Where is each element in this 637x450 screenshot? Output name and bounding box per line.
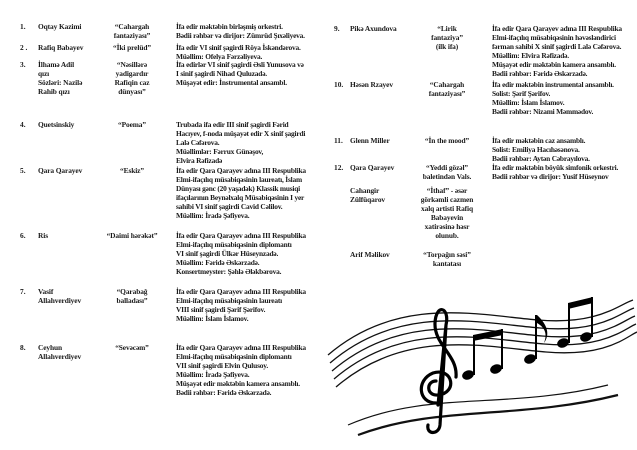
- performer-description-line: Bədii rəhbər: Fəridə Əskərzadə.: [492, 69, 588, 78]
- performer-description-line: Bədii rəhbər: Aytən Cəbrayılova.: [492, 154, 590, 163]
- performer-description-line: Müəllim: İradə Şəfiyeva.: [176, 370, 250, 379]
- piece-title-line: Babayevin: [430, 213, 464, 222]
- performer-description-line: Müəllim: Ofelya Fərzəliyeva.: [176, 52, 263, 61]
- performer-description-line: Elvira Rəfizadə: [176, 156, 223, 165]
- entry-number: 12.: [334, 163, 344, 172]
- composer-name: [38, 60, 82, 96]
- piece-title-line: “Torpağın səsi”: [423, 250, 471, 259]
- performer-description-line: İfa edir Qara Qarayev adına III Respublika: [492, 24, 622, 33]
- performer-description: [176, 43, 301, 61]
- composer-name: [38, 22, 81, 31]
- piece-title-line: balladası”: [116, 296, 148, 305]
- composer-name-line: Sözləri: Nazilə: [38, 78, 83, 87]
- composer-name-line: Arif Məlikov: [350, 250, 390, 259]
- performer-description-line: VIII sinif şagirdi Şərif Şərifov.: [176, 305, 266, 314]
- composer-name: [350, 24, 397, 33]
- piece-title-line: “Yeddi gözəl”: [425, 163, 468, 172]
- composer-name: [350, 250, 390, 259]
- performer-description-line: I sinif şagirdi Nihad Quluzadə.: [176, 69, 267, 78]
- piece-title-line: (ilk ifa): [435, 42, 459, 51]
- performer-description: [176, 120, 305, 165]
- entry-number: 4.: [20, 120, 26, 129]
- composer-name-line: Oqtay Kazimi: [38, 22, 82, 31]
- performer-description-line: Müəllim: İslam İslamov.: [176, 314, 249, 323]
- entry-number: 9.: [334, 24, 340, 33]
- piece-title-line: “Eskiz”: [120, 166, 144, 175]
- piece-title-line: “Poema”: [117, 120, 147, 129]
- piece-title-line: fantaziyası”: [113, 31, 151, 40]
- performer-description-line: Solist: Şərif Şərifov.: [492, 89, 551, 98]
- composer-name-line: Rafiq Babayev: [38, 43, 84, 52]
- performer-description-line: fərman sahibi X sinif şagirdi Lalə Cəfərova.: [492, 42, 622, 51]
- piece-title: [405, 250, 489, 268]
- performer-description-line: Müşayət edir: İnstrumental ansambl.: [176, 78, 287, 87]
- piece-title-line: kantatası: [432, 259, 462, 268]
- piece-title: [405, 24, 489, 51]
- entry-number: 1.: [20, 22, 26, 31]
- entry-number: 11.: [334, 136, 343, 145]
- piece-title-line: “Lirik: [437, 24, 457, 33]
- performer-description-line: Elmi-ifaçılıq müsabiqəsinin laureatı: [176, 296, 283, 305]
- performer-description-line: ifaçılarının Beynəlxalq Müsabiqəsinin I yer: [176, 193, 305, 202]
- composer-name-line: İlhamə Adil: [38, 60, 75, 69]
- performer-description: [176, 343, 306, 397]
- composer-name-line: Allahverdiyev: [38, 296, 82, 305]
- piece-title: [405, 186, 489, 240]
- performer-description-line: İfa edir məktəbin böyük simfonik orkestri.: [492, 163, 619, 172]
- piece-title-line: “İki prelüd”: [113, 43, 151, 52]
- entry-number: 3.: [20, 60, 26, 69]
- performer-description: [176, 231, 306, 276]
- entry-number: 2 .: [20, 43, 28, 52]
- piece-title-line: “Cahargah: [429, 80, 465, 89]
- performer-description-line: Bədii rəhbər: Nizami Məmmədov.: [492, 107, 594, 116]
- composer-name-line: Rahib qızı: [38, 87, 70, 96]
- piece-title-line: “Cahargah: [114, 22, 150, 31]
- performer-description-line: Bədii rəhbər: Fəridə Əskərzadə.: [176, 388, 272, 397]
- performer-description-line: İfa edir Qara Qarayev adına III Respublika: [176, 231, 306, 240]
- performer-description-line: Elmi-ifaçılıq müsabiqəsinin diplomantı: [176, 352, 292, 361]
- composer-name-line: Glenn Miller: [350, 136, 390, 145]
- piece-title-line: dünyası”: [118, 87, 146, 96]
- performer-description-line: Elmi-ifaçılıq müsabiqəsinin diplomantı: [176, 240, 292, 249]
- treble-clef-icon: [421, 310, 456, 433]
- performer-description-line: Dünyası gənc (20 yaşadək) Klassik musiqi: [176, 184, 301, 193]
- composer-name-line: Qara Qarayev: [38, 166, 83, 175]
- performer-description-line: VI sinif şagirdi Ülkər Hüseynzadə.: [176, 249, 279, 258]
- composer-name: [350, 163, 394, 172]
- performer-description-line: Bədii rəhbər və dirijor: Yusif Hüseynov: [492, 172, 609, 181]
- performer-description-line: Elmi-ifaçılıq müsabiqəsinin laureatı, İslam: [176, 175, 302, 184]
- composer-name-line: Həsən Rzayev: [350, 80, 393, 89]
- piece-title-line: olunub.: [435, 231, 459, 240]
- performer-description: [492, 80, 614, 116]
- piece-title-line: yadigardır: [115, 69, 149, 78]
- performer-description-line: sahibi VI sinif şagirdi Cavid Cəlilov.: [176, 202, 283, 211]
- piece-title: [405, 163, 489, 181]
- performer-description: [176, 287, 306, 323]
- composer-name-line: Pikə Axundova: [350, 24, 397, 33]
- piece-title-line: Rafiqin caz: [114, 78, 150, 87]
- performer-description-line: İfa edir VI sinif şagirdi Röya İskəndərova.: [176, 43, 301, 52]
- performer-description: [492, 163, 618, 181]
- performer-description-line: İfa edir məktəbin instrumental ansamblı.: [492, 80, 614, 89]
- performer-description-line: İfa edir Qara Qarayev adına III Respublika: [176, 287, 306, 296]
- composer-name-line: Ceyhun: [38, 343, 63, 352]
- performer-description-line: Elmi-ifaçılıq müsabiqəsinin həvəsləndirici: [492, 33, 616, 42]
- entry-number: 6.: [20, 231, 26, 240]
- piece-title: [90, 22, 174, 40]
- performer-description: [492, 24, 622, 78]
- piece-title-line: fantaziya”: [431, 33, 463, 42]
- composer-name-line: Vasif: [38, 287, 54, 296]
- piece-title-line: “Daimi hərəkət”: [106, 231, 158, 240]
- performer-description-line: Müəllim: İradə Şəfiyeva.: [176, 211, 250, 220]
- performer-description-line: Solist: Emiliya Hacıhəsənova.: [492, 145, 580, 154]
- performer-description-line: Trubada ifa edir III sinif şagirdi Fərid: [176, 120, 289, 129]
- performer-description-line: Müəllim: Elvira Rəfizadə.: [492, 51, 569, 60]
- composer-name-line: Zülfüqarov: [350, 195, 386, 204]
- piece-title: [90, 231, 174, 240]
- performer-description: [492, 136, 590, 163]
- piece-title: [90, 60, 174, 96]
- entry-number: 5.: [20, 166, 26, 175]
- piece-title: [90, 166, 174, 175]
- piece-title-line: “İn the mood”: [424, 136, 470, 145]
- composer-name-line: Qara Qarayev: [350, 163, 395, 172]
- performer-description-line: İfa edir məktəbin birləşmiş orkestri.: [176, 22, 283, 31]
- piece-title: [405, 80, 489, 98]
- piece-title-line: “Nəsillərə: [116, 60, 148, 69]
- performer-description-line: Lalə Cəfərova.: [176, 138, 220, 147]
- performer-description-line: Müşayət edir məktəbin kamera ansamblı.: [492, 60, 616, 69]
- entry-number: 8.: [20, 343, 26, 352]
- performer-description-line: İfa edirlər VI sinif şagirdi Əsli Yunusova və: [176, 60, 304, 69]
- piece-title-line: “Sevəcəm”: [115, 343, 149, 352]
- entry-number: 7.: [20, 287, 26, 296]
- piece-title: [90, 343, 174, 352]
- performer-description-line: Bədii rəhbər və dirijor: Zümrüd Şıxəliyeva.: [176, 31, 305, 40]
- composer-name: [350, 186, 385, 204]
- composer-name-line: Ris: [38, 231, 48, 240]
- music-staff-illustration: [318, 285, 637, 445]
- piece-title-line: xatirəsinə həsr: [424, 222, 470, 231]
- performer-description-line: İfa edir Qara Qarayev adına III Respublika: [176, 166, 306, 175]
- composer-name-line: Allahverdiyev: [38, 352, 82, 361]
- performer-description-line: İfa edir məktəbin caz ansamblı.: [492, 136, 586, 145]
- composer-name: [38, 343, 81, 361]
- piece-title: [90, 43, 174, 52]
- piece-title-line: “Qarabağ: [116, 287, 148, 296]
- piece-title-line: görkəmli cazmen: [420, 195, 474, 204]
- performer-description: [176, 60, 304, 87]
- composer-name: [350, 80, 393, 89]
- composer-name-line: Quetsinskiy: [38, 120, 75, 129]
- piece-title: [90, 287, 174, 305]
- entry-number: 10.: [334, 80, 344, 89]
- performer-description-line: İfa edir Qara Qarayev adına III Respublika: [176, 343, 306, 352]
- composer-name: [38, 120, 74, 129]
- composer-name: [38, 43, 83, 52]
- piece-title-line: fantaziyası”: [428, 89, 466, 98]
- performer-description-line: Müəllimlər: Fərrux Günəşov,: [176, 147, 264, 156]
- composer-name: [350, 136, 390, 145]
- performer-description-line: Hacıyev, f-noda müşayət edir X sinif şagirdi: [176, 129, 306, 138]
- performer-description-line: Konsertmeyster: Şəhlə Ələkbərova.: [176, 267, 282, 276]
- performer-description-line: Müəllim: Fəridə Əskərzadə.: [176, 258, 260, 267]
- composer-name: [38, 166, 82, 175]
- performer-description-line: Müşayət edir məktəbin kamera ansamblı.: [176, 379, 300, 388]
- performer-description: [176, 166, 306, 220]
- performer-description: [176, 22, 305, 40]
- piece-title-line: xalq artisti Rafiq: [421, 204, 473, 213]
- piece-title-line: “İthaf” - əsər: [426, 186, 468, 195]
- piece-title-line: baletindən Vals.: [422, 172, 472, 181]
- composer-name-line: Cahangir: [350, 186, 380, 195]
- composer-name: [38, 287, 81, 305]
- performer-description-line: Müəllim: İslam İslamov.: [492, 98, 565, 107]
- performer-description-line: VII sinif şagirdi Elvin Qulusoy.: [176, 361, 268, 370]
- piece-title: [90, 120, 174, 129]
- piece-title: [405, 136, 489, 145]
- composer-name-line: qızı: [38, 69, 50, 78]
- music-notes-icon: [461, 297, 593, 381]
- composer-name: [38, 231, 48, 240]
